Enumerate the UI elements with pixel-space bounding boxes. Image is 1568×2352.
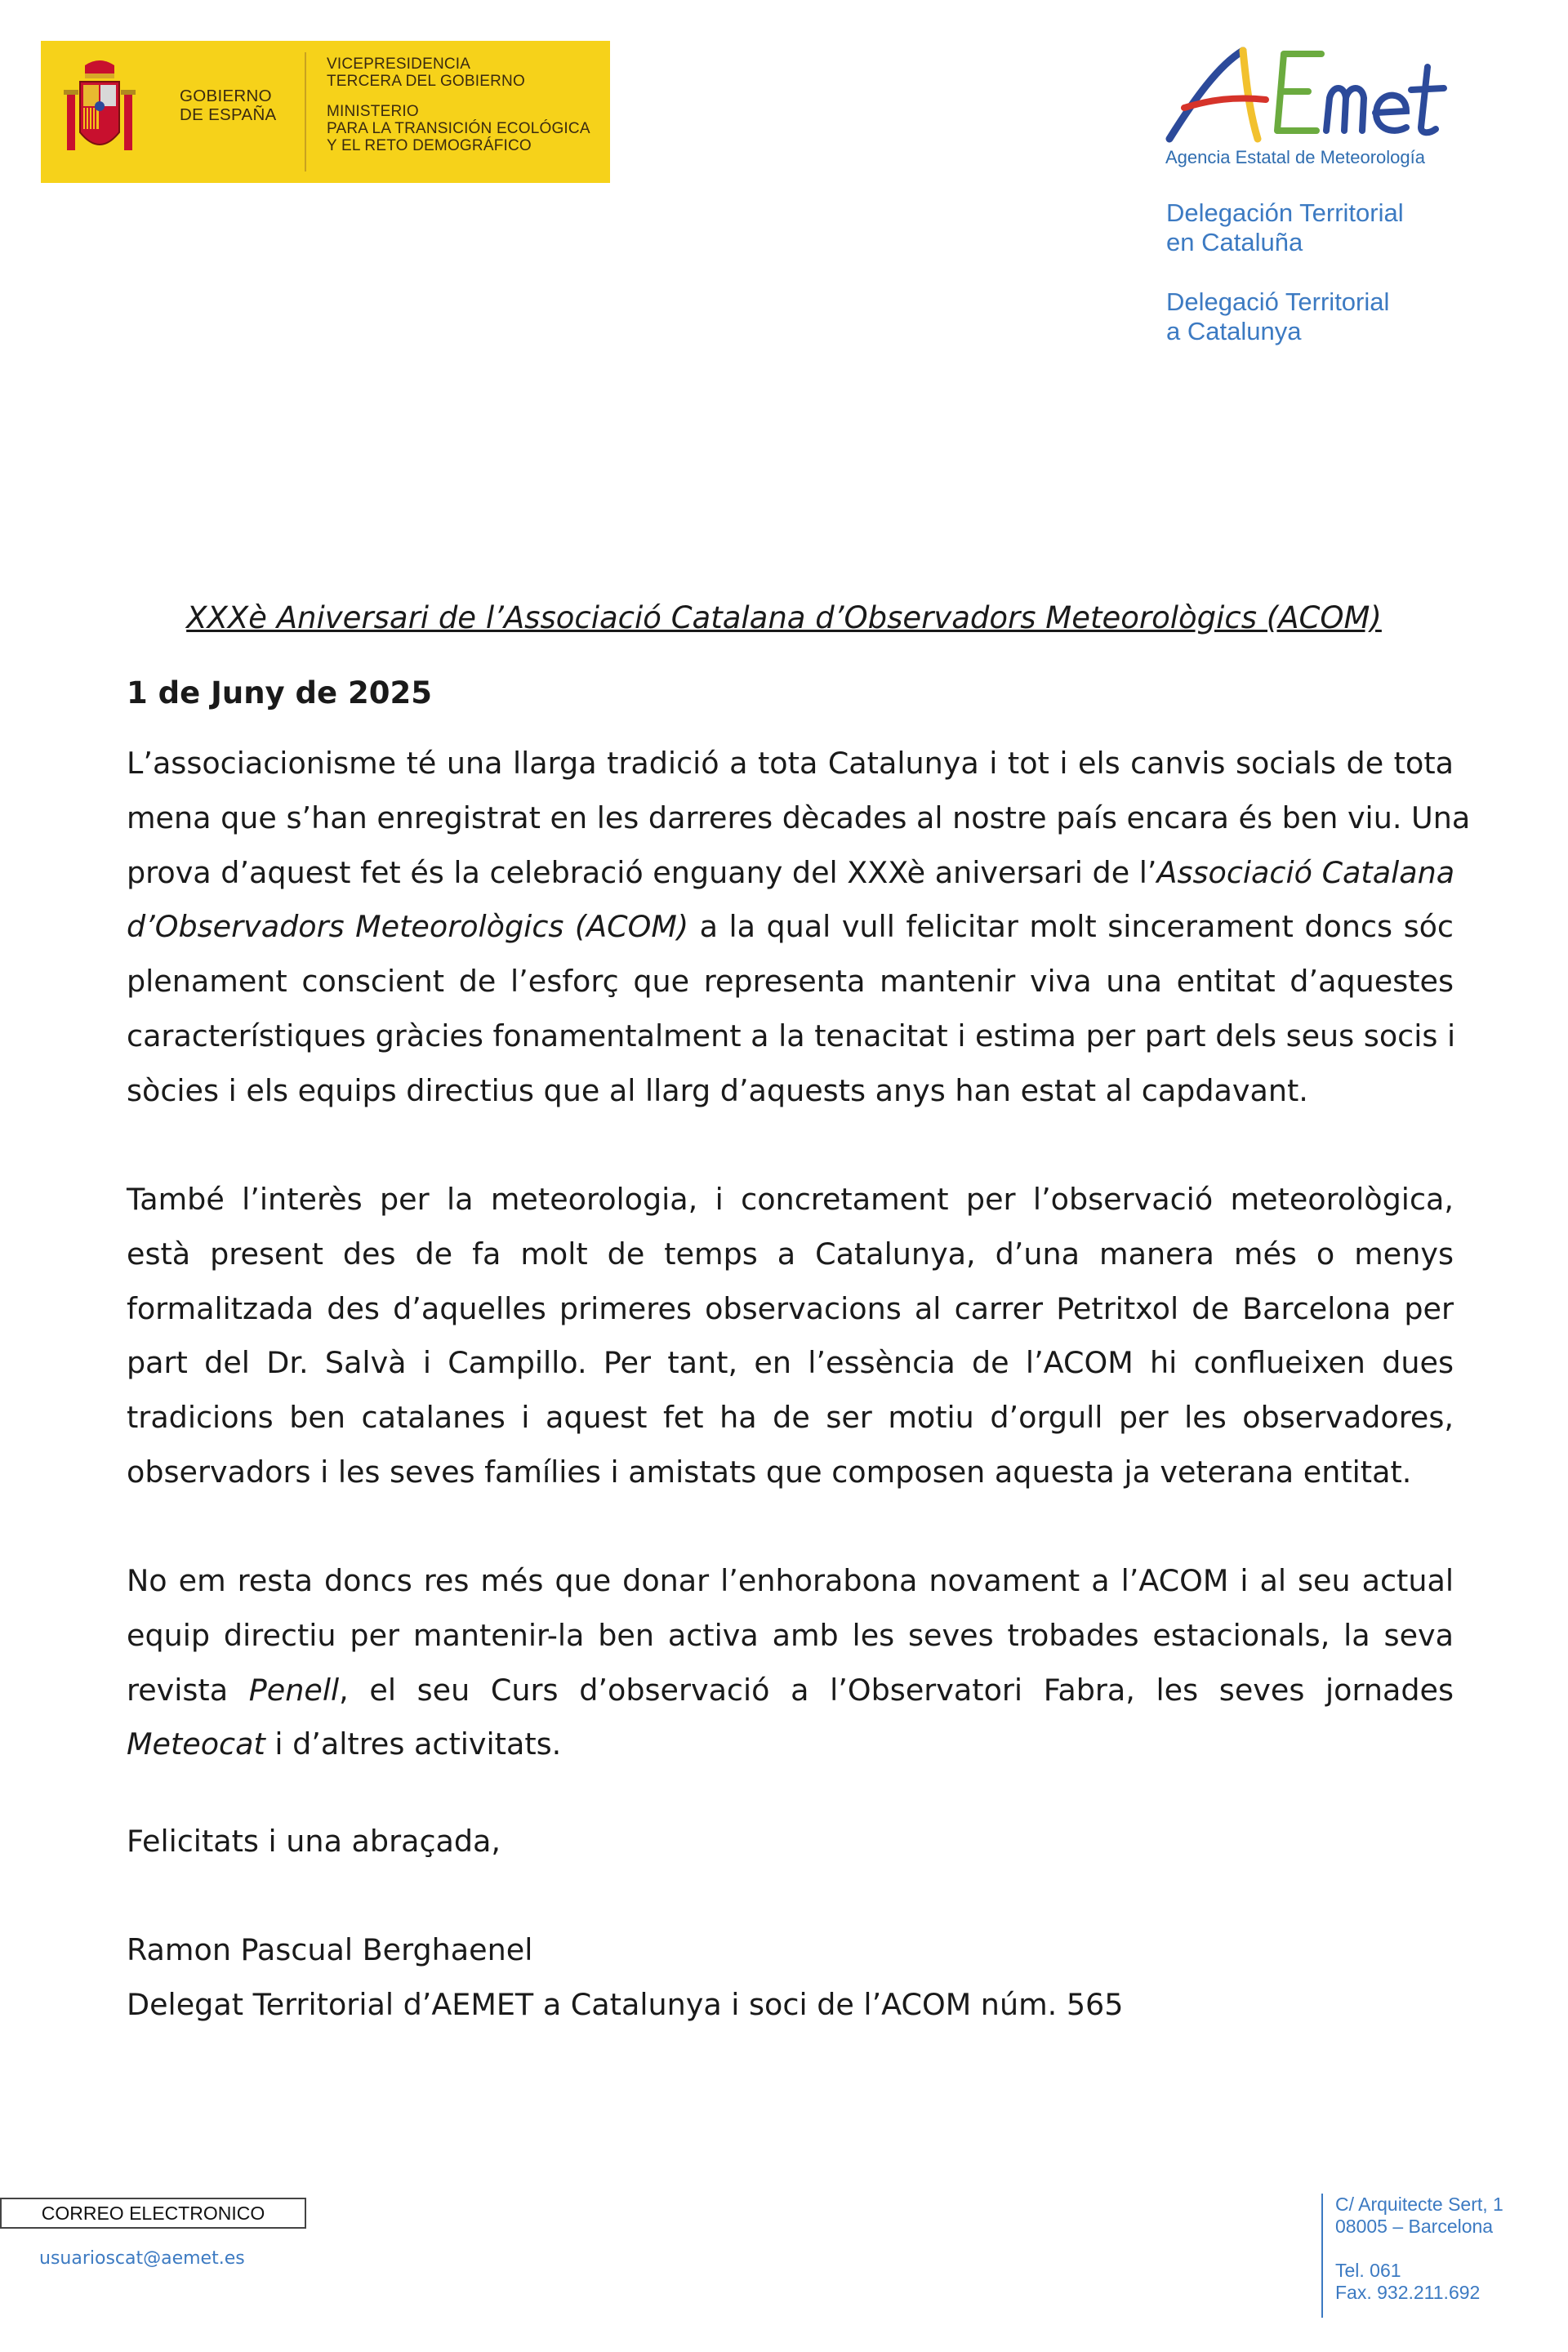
signature-name: Ramon Pascual Berghaenel [127, 1932, 533, 1967]
paragraph-line: observadors i les seves famílies i amistats que composen aquesta ja veterana entitat. [127, 1454, 1412, 1490]
delegation-name-catalan: Delegació Territorial a Catalunya [1166, 287, 1390, 345]
paragraph-3 [127, 1554, 1454, 1772]
paragraph-line: prova d’aquest fet és la celebració enguany del XXXè aniversari de l’Associació Catalana [127, 854, 1455, 890]
paragraph-line: mena que s’han enregistrat en les darreres dècades al nostre país encara és ben viu. Una [127, 800, 1471, 835]
closing-line: Felicitats i una abraçada, [127, 1824, 501, 1859]
fax-number: Fax. 932.211.692 [1335, 2282, 1481, 2303]
address-line: C/ Arquitecte Sert, 1 [1335, 2194, 1503, 2215]
paragraph-line: No em resta doncs res més que donar l’enhorabona novament a l’ACOM i al seu actual [127, 1563, 1454, 1598]
penell-italic: Penell [248, 1672, 340, 1708]
paragraph-line: revista Penell, el seu Curs d’observació a l’Observatori Fabra, les seves jornades [127, 1672, 1454, 1708]
paragraph-line: està present des de fa molt de temps a Catalunya, d’una manera més o menys [127, 1236, 1454, 1272]
paragraph-line: equip directiu per mantenir-la ben activa amb les seves trobades estacionals, la seva [127, 1617, 1454, 1653]
paragraph-2 [127, 1173, 1454, 1500]
letter-title: XXXè Aniversari de l’Associació Catalana d’Observadors Meteorològics (ACOM) [186, 600, 1382, 635]
paragraph-line: part del Dr. Salvà i Campillo. Per tant, en l’essència de l’ACOM hi conflueixen dues [127, 1345, 1454, 1381]
acom-name-italic: Associació Catalana [1156, 854, 1455, 890]
footer-address [1321, 2194, 1503, 2318]
paragraph-1 [127, 737, 1471, 1119]
paragraph-line: sòcies i els equips directius que al llarg d’aquests anys han estat al capdavant. [127, 1072, 1308, 1108]
address-line: 08005 – Barcelona [1335, 2216, 1494, 2237]
paragraph-line: d’Observadors Meteorològics (ACOM) a la qual vull felicitar molt sincerament doncs sóc [127, 909, 1454, 945]
paragraph-line: L’associacionisme té una llarga tradició a tota Catalunya i tot i els canvis socials de tota [127, 746, 1454, 781]
paragraph-line: formalitzada des d’aquelles primeres observacions al carrer Petritxol de Barcelona per [127, 1290, 1454, 1326]
ministerio-label: MINISTERIO PARA LA TRANSICIÓN ECOLÓGICA Y EL RETO DEMOGRÁFICO [327, 103, 590, 154]
letter-date: 1 de Juny de 2025 [127, 675, 432, 710]
delegation-name-spanish: Delegación Territorial en Cataluña [1166, 198, 1404, 256]
paragraph-line: Meteocat i d’altres activitats. [127, 1726, 562, 1762]
acom-name-italic: d’Observadors Meteorològics (ACOM) [127, 909, 689, 945]
paragraph-line: plenament conscient de l’esforç que representa mantenir viva una entitat d’aquestes [127, 964, 1454, 1000]
phone-number: Tel. 061 [1335, 2260, 1401, 2281]
paragraph-line: característiques gràcies fonamentalment a la tenacitat i estima per part dels seus socis i [127, 1018, 1456, 1054]
paragraph-line: També l’interès per la meteorologia, i concretament per l’observació meteorològica, [127, 1182, 1454, 1217]
gobierno-logo [41, 41, 610, 183]
paragraph-line: tradicions ben catalanes i aquest fet ha de ser motiu d’orgull per les observadores, [127, 1400, 1454, 1436]
logo-divider [305, 52, 306, 172]
vicepresidencia-label: VICEPRESIDENCIA TERCERA DEL GOBIERNO [327, 56, 525, 90]
aemet-agency-name: Agencia Estatal de Meteorología [1165, 147, 1425, 167]
gobierno-name: GOBIERNO DE ESPAÑA [180, 87, 277, 124]
signature-title: Delegat Territorial d’AEMET a Catalunya i soci de l’ACOM núm. 565 [127, 1987, 1124, 2022]
spain-coat-of-arms-icon [60, 57, 139, 167]
meteocat-italic: Meteocat [127, 1726, 265, 1762]
email-link[interactable]: usuarioscat@aemet.es [39, 2248, 245, 2269]
email-label-box: CORREO ELECTRONICO [0, 2198, 306, 2229]
